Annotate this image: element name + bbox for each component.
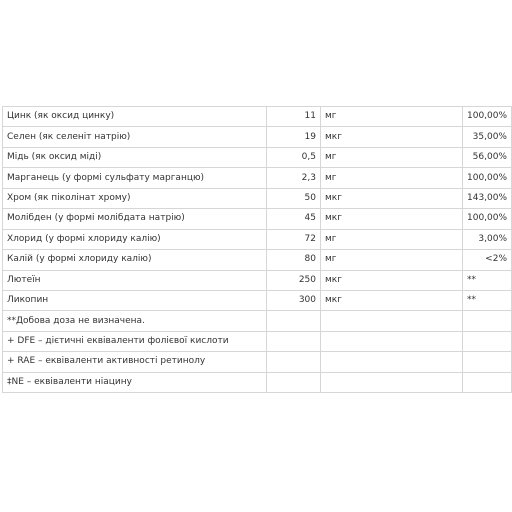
nutrient-unit: мкг <box>321 290 463 310</box>
empty-cell <box>267 331 321 351</box>
footnote-row <box>3 372 512 392</box>
nutrient-unit: мг <box>321 229 463 249</box>
nutrient-amount: 80 <box>267 250 321 270</box>
footnote-row <box>3 352 512 372</box>
nutrient-amount: 0,5 <box>267 147 321 167</box>
empty-cell <box>463 331 512 351</box>
daily-value: ** <box>463 290 512 310</box>
table-row <box>3 168 512 188</box>
nutrient-amount: 50 <box>267 188 321 208</box>
footnote-text: ‡NE – еквіваленти ніацину <box>3 372 267 392</box>
nutrient-amount: 11 <box>267 107 321 127</box>
empty-cell <box>321 311 463 331</box>
nutrient-name: Ликопин <box>3 290 267 310</box>
footnote-text: + RAE – еквіваленти активності ретинолу <box>3 352 267 372</box>
nutrient-unit: мг <box>321 107 463 127</box>
daily-value: 100,00% <box>463 168 512 188</box>
table-row <box>3 188 512 208</box>
nutrient-table <box>2 106 512 393</box>
daily-value: 56,00% <box>463 147 512 167</box>
nutrient-amount: 19 <box>267 127 321 147</box>
nutrient-name: Хром (як піколінат хрому) <box>3 188 267 208</box>
nutrient-unit: мкг <box>321 188 463 208</box>
empty-cell <box>267 372 321 392</box>
nutrient-name: Хлорид (у формі хлориду калію) <box>3 229 267 249</box>
empty-cell <box>321 331 463 351</box>
empty-cell <box>267 352 321 372</box>
nutrient-name: Цинк (як оксид цинку) <box>3 107 267 127</box>
nutrient-unit: мкг <box>321 127 463 147</box>
nutrient-name: Селен (як селеніт натрію) <box>3 127 267 147</box>
nutrient-name: Лютеїн <box>3 270 267 290</box>
nutrient-amount: 2,3 <box>267 168 321 188</box>
empty-cell <box>267 311 321 331</box>
nutrient-name: Мідь (як оксид міді) <box>3 147 267 167</box>
empty-cell <box>463 352 512 372</box>
table-row <box>3 270 512 290</box>
nutrient-unit: мг <box>321 250 463 270</box>
nutrient-name: Молібден (у формі молібдата натрію) <box>3 209 267 229</box>
table-row <box>3 290 512 310</box>
nutrient-unit: мг <box>321 168 463 188</box>
daily-value: 100,00% <box>463 107 512 127</box>
table-row <box>3 107 512 127</box>
empty-cell <box>321 372 463 392</box>
empty-cell <box>321 352 463 372</box>
daily-value: 100,00% <box>463 209 512 229</box>
nutrient-unit: мкг <box>321 270 463 290</box>
table-row <box>3 147 512 167</box>
daily-value: 35,00% <box>463 127 512 147</box>
footnote-row <box>3 331 512 351</box>
daily-value: 3,00% <box>463 229 512 249</box>
nutrient-amount: 72 <box>267 229 321 249</box>
table-row <box>3 229 512 249</box>
table-row <box>3 209 512 229</box>
empty-cell <box>463 372 512 392</box>
nutrient-name: Калій (у формі хлориду калію) <box>3 250 267 270</box>
empty-cell <box>463 311 512 331</box>
footnote-row <box>3 311 512 331</box>
footnote-text: **Добова доза не визначена. <box>3 311 267 331</box>
footnote-text: + DFE – дієтичні еквіваленти фолієвої кислоти <box>3 331 267 351</box>
nutrient-amount: 300 <box>267 290 321 310</box>
table-row <box>3 250 512 270</box>
nutrient-amount: 45 <box>267 209 321 229</box>
nutrient-unit: мкг <box>321 209 463 229</box>
nutrient-name: Марганець (у формі сульфату марганцю) <box>3 168 267 188</box>
daily-value: 143,00% <box>463 188 512 208</box>
nutrient-amount: 250 <box>267 270 321 290</box>
daily-value: <2% <box>463 250 512 270</box>
table-row <box>3 127 512 147</box>
daily-value: ** <box>463 270 512 290</box>
nutrient-unit: мг <box>321 147 463 167</box>
